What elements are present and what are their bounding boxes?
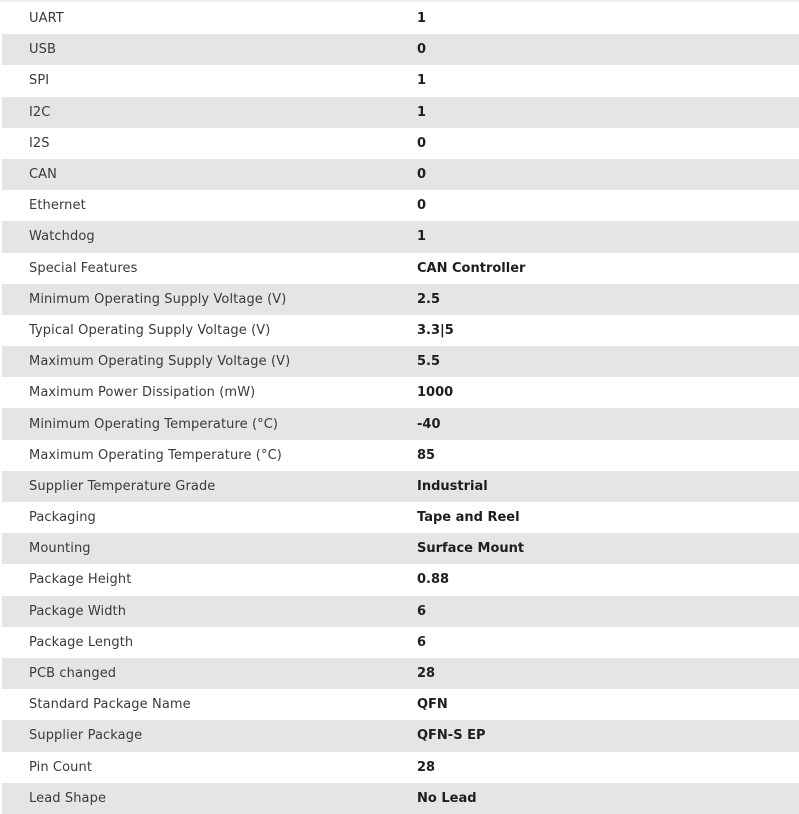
spec-value: 28	[417, 666, 436, 682]
spec-value: 0	[417, 167, 427, 183]
specifications-table	[2, 3, 799, 814]
spec-label: Mounting	[29, 541, 91, 557]
spec-value: 6	[417, 603, 427, 619]
spec-label: CAN	[29, 167, 57, 183]
table-row	[2, 752, 799, 783]
table-row	[2, 221, 799, 252]
spec-label: Supplier Package	[29, 728, 143, 744]
spec-value: 0	[417, 198, 427, 214]
spec-label: Pin Count	[29, 759, 93, 775]
spec-label: Watchdog	[29, 229, 95, 245]
spec-label: Supplier Temperature Grade	[29, 478, 216, 494]
table-row	[2, 440, 799, 471]
specifications-table-body	[2, 3, 799, 814]
spec-label: Minimum Operating Supply Voltage (V)	[29, 291, 287, 307]
table-top-divider	[0, 0, 799, 2]
table-row	[2, 502, 799, 533]
spec-value: No Lead	[417, 790, 477, 806]
spec-value: QFN-S EP	[417, 728, 486, 744]
table-row	[2, 253, 799, 284]
table-row	[2, 65, 799, 96]
table-row	[2, 284, 799, 315]
table-row	[2, 471, 799, 502]
spec-value: 28	[417, 759, 436, 775]
spec-label: Lead Shape	[29, 790, 107, 806]
spec-label: Package Length	[29, 634, 134, 650]
spec-value: CAN Controller	[417, 260, 526, 276]
spec-value: 1	[417, 104, 427, 120]
spec-value: 2.5	[417, 291, 441, 307]
spec-label: Package Height	[29, 572, 132, 588]
spec-value: 3.3|5	[417, 322, 454, 338]
table-row	[2, 346, 799, 377]
spec-value: 0	[417, 42, 427, 58]
spec-label: USB	[29, 42, 56, 58]
spec-label: SPI	[29, 73, 50, 89]
table-row	[2, 689, 799, 720]
spec-label: Packaging	[29, 510, 96, 526]
spec-label: Standard Package Name	[29, 697, 191, 713]
spec-label: Ethernet	[29, 198, 86, 214]
spec-value: 0	[417, 135, 427, 151]
spec-value: 85	[417, 447, 436, 463]
table-row	[2, 315, 799, 346]
table-row	[2, 408, 799, 439]
spec-value: 0.88	[417, 572, 450, 588]
table-row	[2, 783, 799, 814]
table-row	[2, 627, 799, 658]
table-row	[2, 596, 799, 627]
table-row	[2, 128, 799, 159]
spec-label: Maximum Operating Supply Voltage (V)	[29, 354, 291, 370]
spec-label: Maximum Operating Temperature (°C)	[29, 447, 282, 463]
spec-label: Typical Operating Supply Voltage (V)	[29, 322, 271, 338]
spec-label: I2C	[29, 104, 51, 120]
spec-label: Special Features	[29, 260, 138, 276]
table-row	[2, 3, 799, 34]
spec-value: Tape and Reel	[417, 510, 520, 526]
spec-value: 1	[417, 229, 427, 245]
spec-label: I2S	[29, 135, 50, 151]
spec-label: Minimum Operating Temperature (°C)	[29, 416, 279, 432]
table-row	[2, 658, 799, 689]
table-row	[2, 97, 799, 128]
table-row	[2, 159, 799, 190]
spec-value: Surface Mount	[417, 541, 525, 557]
spec-label: UART	[29, 11, 64, 27]
spec-label: PCB changed	[29, 666, 117, 682]
spec-value: 1000	[417, 385, 454, 401]
spec-label: Package Width	[29, 603, 127, 619]
table-row	[2, 190, 799, 221]
spec-value: 6	[417, 634, 427, 650]
spec-value: 5.5	[417, 354, 441, 370]
spec-value: -40	[417, 416, 441, 432]
spec-value: 1	[417, 73, 427, 89]
spec-value: QFN	[417, 697, 448, 713]
table-row	[2, 34, 799, 65]
spec-value: 1	[417, 11, 427, 27]
spec-label: Maximum Power Dissipation (mW)	[29, 385, 256, 401]
table-row	[2, 533, 799, 564]
table-row	[2, 377, 799, 408]
spec-value: Industrial	[417, 478, 488, 494]
table-row	[2, 720, 799, 751]
table-row	[2, 564, 799, 595]
